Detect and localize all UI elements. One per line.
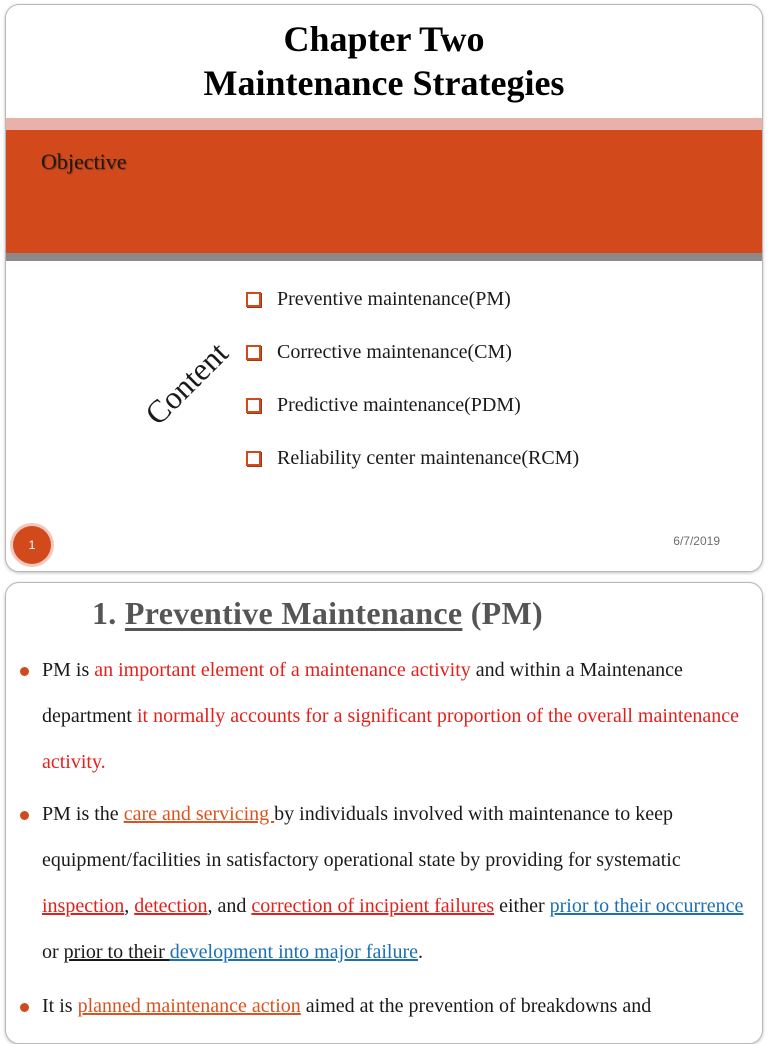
highlight-text: it normally accounts for a significant proportion of the overall maintenance activity. (42, 705, 739, 773)
objective-banner (6, 130, 762, 253)
list-item-label: Corrective maintenance(CM) (277, 341, 512, 363)
text-run: PM is the (42, 803, 124, 825)
title-line-1: Chapter Two (283, 19, 485, 59)
bullet-dot-icon (20, 1003, 29, 1012)
list-item-label: Preventive maintenance(PM) (277, 288, 511, 310)
list-item-label: Predictive maintenance(PDM) (277, 394, 521, 416)
content-label: Content (137, 334, 235, 432)
text-run: and within a Maintenance department (42, 659, 683, 727)
decorative-grey-bar (6, 253, 762, 261)
underlined-term: prior to their (63, 941, 170, 963)
page-number-badge: 1 (13, 526, 51, 564)
underlined-term: detection (134, 895, 208, 917)
slide-title (6, 17, 762, 105)
text-run: PM is (42, 659, 95, 681)
slide-date: 6/7/2019 (673, 534, 720, 548)
list-item (246, 391, 579, 444)
text-run: It is (42, 995, 78, 1017)
text-run: , and (207, 895, 252, 917)
heading-title: Preventive Maintenance (124, 595, 463, 631)
text-run: , (124, 895, 135, 917)
underlined-term: planned maintenance action (77, 995, 301, 1017)
underlined-term: correction of incipient failures (251, 895, 495, 917)
list-item (246, 338, 579, 391)
underlined-term: care and servicing (123, 803, 275, 825)
underlined-term: prior to their occurrence (549, 895, 744, 917)
list-item (246, 285, 579, 338)
text-run: or (42, 941, 64, 963)
heading-abbr: (PM) (470, 595, 543, 631)
bullet-paragraph-3 (20, 983, 752, 1029)
text-run: either (494, 895, 550, 917)
checkbox-bullet-icon (246, 292, 261, 307)
checkbox-bullet-icon (246, 451, 261, 466)
underlined-term: development into major failure (169, 941, 419, 963)
slide-1 (5, 4, 763, 572)
checkbox-bullet-icon (246, 345, 261, 360)
bullet-paragraph-1 (20, 647, 752, 785)
list-item (246, 444, 579, 497)
bullet-dot-icon (20, 667, 29, 676)
objective-label: Objective (41, 149, 127, 174)
text-run: by individuals involved with maintenance to keep equipment/facilities in satisfactory operational state by providing for systematic (42, 803, 681, 871)
decorative-pink-bar (6, 118, 762, 130)
title-line-2: Maintenance Strategies (203, 63, 565, 103)
list-item-label: Reliability center maintenance(RCM) (277, 447, 580, 469)
underlined-term: inspection (42, 895, 125, 917)
section-heading (92, 595, 543, 632)
checkbox-bullet-icon (246, 398, 261, 413)
bullet-paragraph-2 (20, 791, 752, 975)
text-run: . (418, 941, 424, 963)
slide-2 (5, 582, 763, 1044)
highlight-text: an important element of a maintenance activity (94, 659, 471, 681)
bullet-dot-icon (20, 811, 29, 820)
heading-number: 1. (92, 595, 117, 631)
text-run: aimed at the prevention of breakdowns and (300, 995, 652, 1017)
content-list (246, 285, 579, 497)
